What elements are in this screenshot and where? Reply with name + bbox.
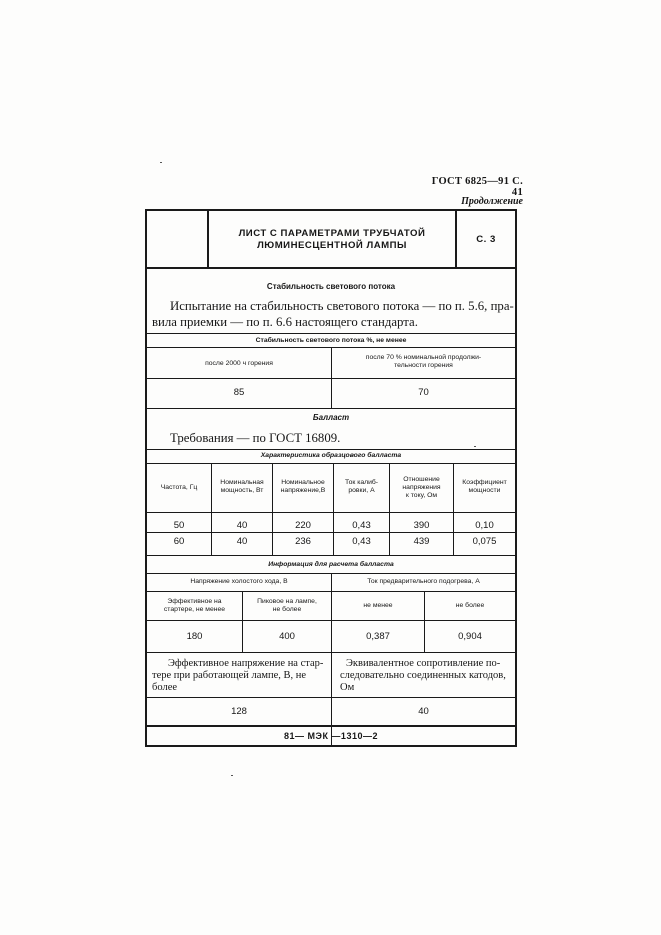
char-header-pf-2: мощности (468, 487, 501, 494)
calc-value-1: 180 (186, 631, 203, 642)
char-row2-frequency: 60 (173, 536, 185, 547)
calc-right-text-line3: Ом (340, 682, 355, 693)
calc-group-rule (147, 591, 515, 592)
char-row1-pf: 0,10 (475, 520, 494, 531)
char-header-power-1: Номинальная (220, 479, 264, 486)
calc-text-rule (147, 697, 515, 698)
flux-stability-heading: Стабильность светового потока (266, 282, 396, 291)
char-row2-power: 40 (236, 536, 248, 547)
char-header-voltage-2: напряжение,В (280, 487, 326, 494)
char-row2-current: 0,43 (352, 536, 371, 547)
ballast-heading: Балласт (312, 413, 350, 422)
flux-text-line1: Испытание на стабильность светового потока — по п. 5.6, пра- (170, 299, 514, 313)
ballast-requirements: Требования — по ГОСТ 16809. (170, 431, 341, 445)
calc-sub2-line2: не более (272, 606, 302, 613)
calc-group-current: Ток предварительного подогрева, А (367, 578, 480, 585)
char-header-ratio-3: к току, Ом (405, 492, 438, 499)
flux-col2-header-line1: после 70 % номинальной продолжи- (365, 354, 482, 361)
title-divider-left (207, 211, 209, 268)
calc-left-value: 128 (231, 706, 247, 717)
calc-sub-rule (147, 620, 515, 621)
char-table-rule (147, 463, 515, 464)
char-row-rule (147, 532, 515, 533)
char-table-top (147, 449, 515, 450)
sheet-title-line2: ЛЮМИНЕСЦЕНТНОЙ ЛАМПЫ (257, 240, 407, 251)
char-row1-current: 0,43 (352, 520, 371, 531)
flux-col2-header-line2: тельности горения (394, 362, 453, 369)
char-row1-frequency: 50 (173, 520, 185, 531)
char-row2-pf: 0,075 (472, 536, 497, 547)
flux-text-line2: вила приемки — по п. 6.6 настоящего стандарта. (152, 315, 418, 329)
calc-sub2-line1: Пиковое на лампе, (257, 598, 317, 605)
flux-table-title: Стабильность светового потока %, не менее (255, 337, 407, 344)
char-header-power-2: мощность, Вт (220, 487, 264, 494)
char-row1-ratio: 390 (413, 520, 430, 531)
flux-col1-value: 85 (233, 387, 245, 398)
flux-table-top (147, 333, 515, 334)
sheet-title-line1: ЛИСТ С ПАРАМЕТРАМИ ТРУБЧАТОЙ (238, 228, 426, 239)
calc-right-value: 40 (418, 706, 429, 717)
char-header-current-2: ровки, А (348, 487, 375, 494)
char-header-pf-1: Коэффициент (462, 479, 507, 486)
scan-speck (231, 775, 233, 776)
sheet-page-number: С. 3 (476, 234, 496, 245)
calc-right-text-line2: следовательно соединенных катодов, (340, 670, 506, 681)
calc-sub4: не более (455, 602, 485, 609)
calc-left-text-line3: более (152, 682, 178, 693)
char-header-ratio-2: напряжения (402, 484, 441, 491)
char-header-ratio-1: Отношение (403, 476, 440, 483)
calc-left-text-line2: тере при работающей лампе, В, не (152, 670, 307, 681)
flux-table-bottom (147, 408, 515, 409)
calc-right-text-line1: Эквивалентное сопротивление по- (346, 658, 501, 669)
flux-table-header-rule (147, 378, 515, 379)
calc-col-divider (424, 591, 425, 652)
calc-value-3: 0,387 (366, 631, 390, 642)
footer-rule (147, 725, 515, 727)
scan-speck (160, 162, 162, 163)
char-header-voltage-1: Номинальное (281, 479, 325, 486)
flux-col1-header: после 2000 ч горения (205, 360, 273, 367)
char-header-frequency: Частота, Гц (160, 484, 198, 491)
char-header-current-1: Ток калиб- (344, 479, 379, 486)
char-table-bottom (147, 555, 515, 556)
char-row1-voltage: 220 (295, 520, 311, 531)
flux-col2-value: 70 (418, 387, 429, 398)
calc-sub3: не менее (363, 602, 393, 609)
char-row2-ratio: 439 (413, 536, 430, 547)
char-table-title: Характеристика образцового балласта (260, 452, 402, 459)
char-row1-power: 40 (236, 520, 248, 531)
continuation-label: Продолжение (461, 196, 523, 207)
calc-table-title: Информация для расчета балласта (268, 561, 394, 568)
calc-group-voltage: Напряжение холостого хода, В (190, 578, 288, 585)
calc-sub1-line1: Эффективное на (167, 598, 222, 605)
char-row2-voltage: 236 (295, 536, 311, 547)
char-header-rule (147, 512, 515, 513)
calc-sub1-line2: стартере, не менее (163, 606, 226, 613)
calc-values-rule (147, 652, 515, 653)
page-footer: 81— МЭК —1310—2 (284, 731, 378, 741)
calc-value-2: 400 (279, 631, 295, 642)
standard-code: ГОСТ 6825—91 С. 41 (431, 176, 523, 198)
calc-value-4: 0,904 (458, 631, 482, 642)
scan-speck (474, 446, 476, 447)
calc-left-text-line1: Эффективное напряжение на стар- (168, 658, 324, 669)
calc-center-divider (331, 573, 332, 745)
title-bottom-border (147, 267, 515, 269)
